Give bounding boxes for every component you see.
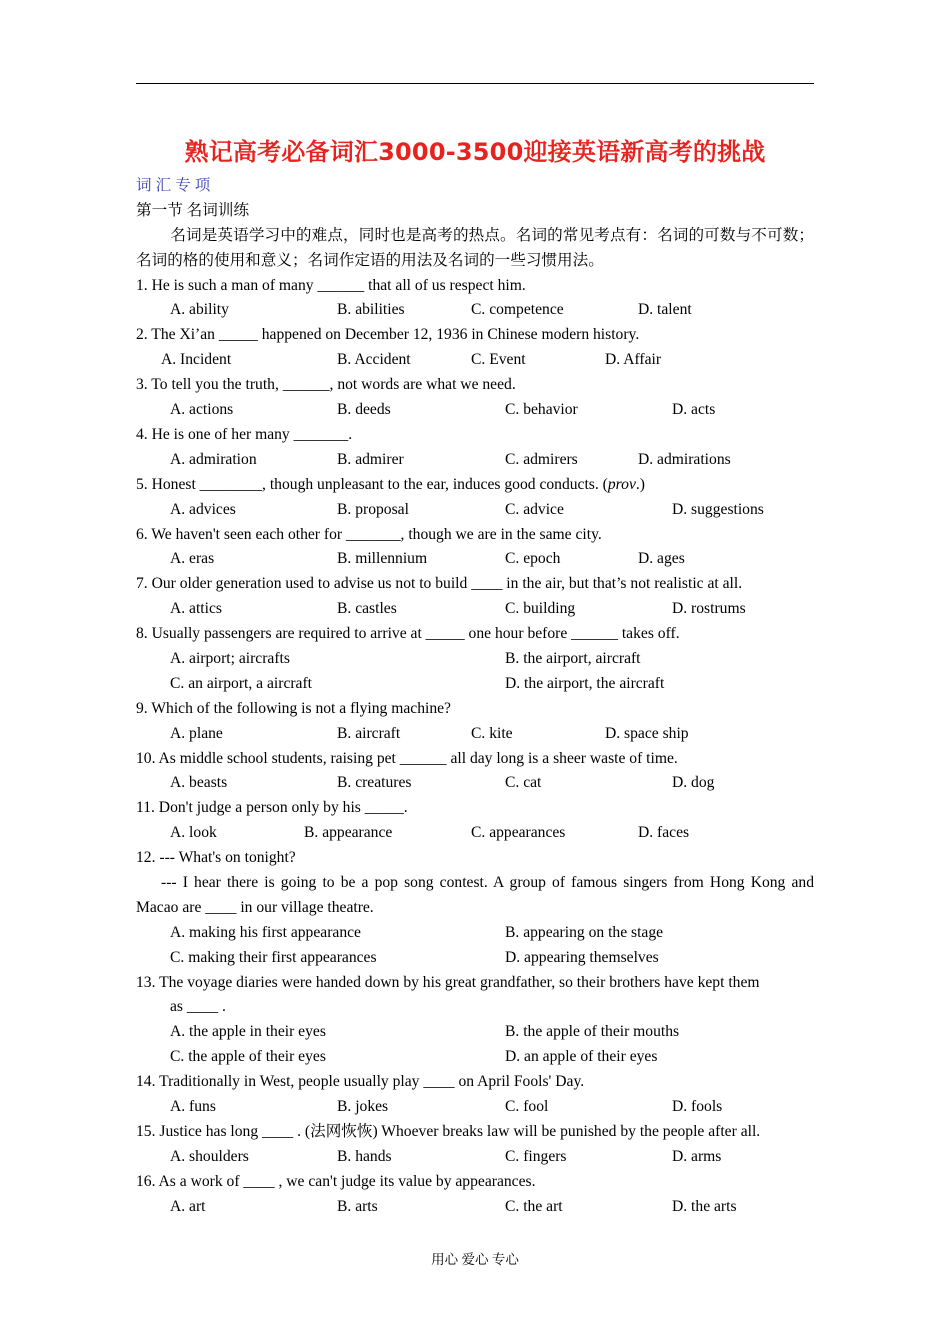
option-c: C. the art — [505, 1197, 563, 1215]
question-stem: 8. Usually passengers are required to arrive at _____ one hour before ______ takes off. — [136, 625, 680, 643]
document-body — [136, 174, 814, 1219]
option-c: C. fool — [505, 1098, 549, 1116]
option-c: C. epoch — [505, 550, 561, 568]
option-b: B. millennium — [337, 550, 428, 568]
option-a: A. attics — [170, 600, 222, 618]
question-stem — [136, 473, 814, 498]
option-a: A. airport; aircrafts — [170, 649, 290, 667]
option-d: D. faces — [638, 824, 690, 842]
question-options — [136, 771, 814, 796]
question-options — [136, 1145, 814, 1170]
stem-italic: prov — [607, 475, 636, 493]
option-a: A. Incident — [161, 351, 232, 369]
option-d: D. appearing themselves — [505, 948, 659, 966]
option-d: D. admirations — [638, 450, 731, 468]
question-options — [136, 498, 814, 523]
option-a: A. advices — [170, 500, 236, 518]
option-d: D. space ship — [605, 724, 689, 742]
option-b: B. the airport, aircraft — [505, 649, 641, 667]
option-d: D. fools — [672, 1098, 723, 1116]
question-stem: 3. To tell you the truth, ______, not words are what we need. — [136, 376, 516, 394]
option-b: B. aircraft — [337, 724, 401, 742]
question-options — [136, 672, 814, 697]
question-options — [136, 547, 814, 572]
question-stem: 7. Our older generation used to advise us not to build ____ in the air, but that’s not realistic at all. — [136, 575, 743, 593]
question-options — [136, 448, 814, 473]
question-options — [136, 921, 814, 946]
question-stem: 16. As a work of ____ , we can't judge its value by appearances. — [136, 1172, 536, 1190]
option-a: A. funs — [170, 1098, 216, 1116]
question-options — [136, 1095, 814, 1120]
option-b: B. admirer — [337, 450, 404, 468]
question-options — [136, 597, 814, 622]
option-c: C. admirers — [505, 450, 578, 468]
question-options — [136, 348, 814, 373]
option-b: B. jokes — [337, 1098, 389, 1116]
option-c: C. advice — [505, 500, 564, 518]
question-stem: 11. Don't judge a person only by his _____. — [136, 799, 408, 817]
option-c: C. building — [505, 600, 576, 618]
option-c: C. fingers — [505, 1147, 567, 1165]
option-d: D. the arts — [672, 1197, 737, 1215]
option-b: B. arts — [337, 1197, 378, 1215]
question-stem: 10. As middle school students, raising pet ______ all day long is a sheer waste of time. — [136, 749, 678, 767]
header-rule — [136, 83, 814, 84]
question-options — [136, 398, 814, 423]
option-d: D. an apple of their eyes — [505, 1048, 658, 1066]
option-c: C. the apple of their eyes — [170, 1048, 326, 1066]
option-b: B. castles — [337, 600, 397, 618]
option-c: C. Event — [471, 351, 526, 369]
page-footer: 用心 爱心 专心 — [431, 1252, 519, 1267]
option-a: A. beasts — [170, 774, 228, 792]
option-a: A. look — [170, 824, 217, 842]
option-a: A. plane — [170, 724, 223, 742]
section-label: 词汇专项 — [136, 177, 215, 194]
option-d: D. arms — [672, 1147, 722, 1165]
option-d: D. talent — [638, 301, 692, 319]
option-a: A. shoulders — [170, 1147, 249, 1165]
question-stem: 15. Justice has long ____ . (法网恢恢) Whoever breaks law will be punished by the people after all. — [136, 1122, 761, 1140]
question-options — [136, 946, 814, 971]
question-options — [136, 722, 814, 747]
option-c: C. cat — [505, 774, 542, 792]
option-c: C. appearances — [471, 824, 566, 842]
option-b: B. Accident — [337, 351, 411, 369]
option-b: B. abilities — [337, 301, 405, 319]
option-d: D. ages — [638, 550, 685, 568]
question-stem: 14. Traditionally in West, people usually play ____ on April Fools' Day. — [136, 1073, 585, 1091]
stem-text-end: .) — [635, 475, 645, 493]
option-b: B. proposal — [337, 500, 409, 518]
option-c: C. behavior — [505, 401, 578, 419]
question-stem: 1. He is such a man of many ______ that all of us respect him. — [136, 276, 526, 294]
question-stem: 12. --- What's on tonight? — [136, 849, 296, 867]
question-stem: 13. The voyage diaries were handed down by his great grandfather, so their brothers have kept them — [136, 973, 760, 991]
option-a: A. ability — [170, 301, 229, 319]
option-b: B. deeds — [337, 401, 391, 419]
question-stem-continued: --- I hear there is going to be a pop song contest. A group of famous singers from Hong Kong and Macao are ____ in our village theatre. — [136, 873, 814, 916]
option-a: A. eras — [170, 550, 215, 568]
option-b: B. creatures — [337, 774, 412, 792]
option-a: A. making his first appearance — [170, 923, 361, 941]
option-a: A. the apple in their eyes — [170, 1023, 326, 1041]
option-a: A. actions — [170, 401, 234, 419]
stem-text: 5. Honest ________, though unpleasant to the ear, induces good conducts. ( — [136, 475, 608, 493]
question-stem: 6. We haven't seen each other for _______, though we are in the same city. — [136, 525, 602, 543]
option-b: B. appearance — [304, 824, 393, 842]
subsection-heading: 第一节 名词训练 — [136, 201, 250, 219]
option-b: B. appearing on the stage — [505, 923, 664, 941]
option-c: C. making their first appearances — [170, 948, 377, 966]
question-stem: 9. Which of the following is not a flying machine? — [136, 699, 451, 717]
option-d: D. the airport, the aircraft — [505, 674, 665, 692]
option-d: D. acts — [672, 401, 716, 419]
option-b: B. the apple of their mouths — [505, 1023, 680, 1041]
question-options — [136, 647, 814, 672]
option-a: A. admiration — [170, 450, 257, 468]
intro-paragraph: 名词是英语学习中的难点，同时也是高考的热点。名词的常见考点有：名词的可数与不可数；名词的格的使用和意义；名词作定语的用法及名词的一些习惯用法。 — [136, 226, 814, 269]
question-options — [136, 821, 814, 846]
question-stem: 4. He is one of her many _______. — [136, 425, 353, 443]
option-c: C. an airport, a aircraft — [170, 674, 313, 692]
question-options — [136, 1045, 814, 1070]
question-stem-continued: as ____ . — [170, 998, 226, 1016]
option-c: C. competence — [471, 301, 564, 319]
option-a: A. art — [170, 1197, 206, 1215]
option-d: D. dog — [672, 774, 715, 792]
question-stem: 2. The Xi’an _____ happened on December 12, 1936 in Chinese modern history. — [136, 326, 640, 344]
option-d: D. suggestions — [672, 500, 764, 518]
option-d: D. Affair — [605, 351, 662, 369]
page-title: 熟记高考必备词汇3000-3500迎接英语新高考的挑战 — [184, 138, 766, 166]
option-d: D. rostrums — [672, 600, 746, 618]
question-options — [136, 1195, 814, 1220]
option-c: C. kite — [471, 724, 513, 742]
question-options — [136, 298, 814, 323]
question-options — [136, 1020, 814, 1045]
option-b: B. hands — [337, 1147, 392, 1165]
